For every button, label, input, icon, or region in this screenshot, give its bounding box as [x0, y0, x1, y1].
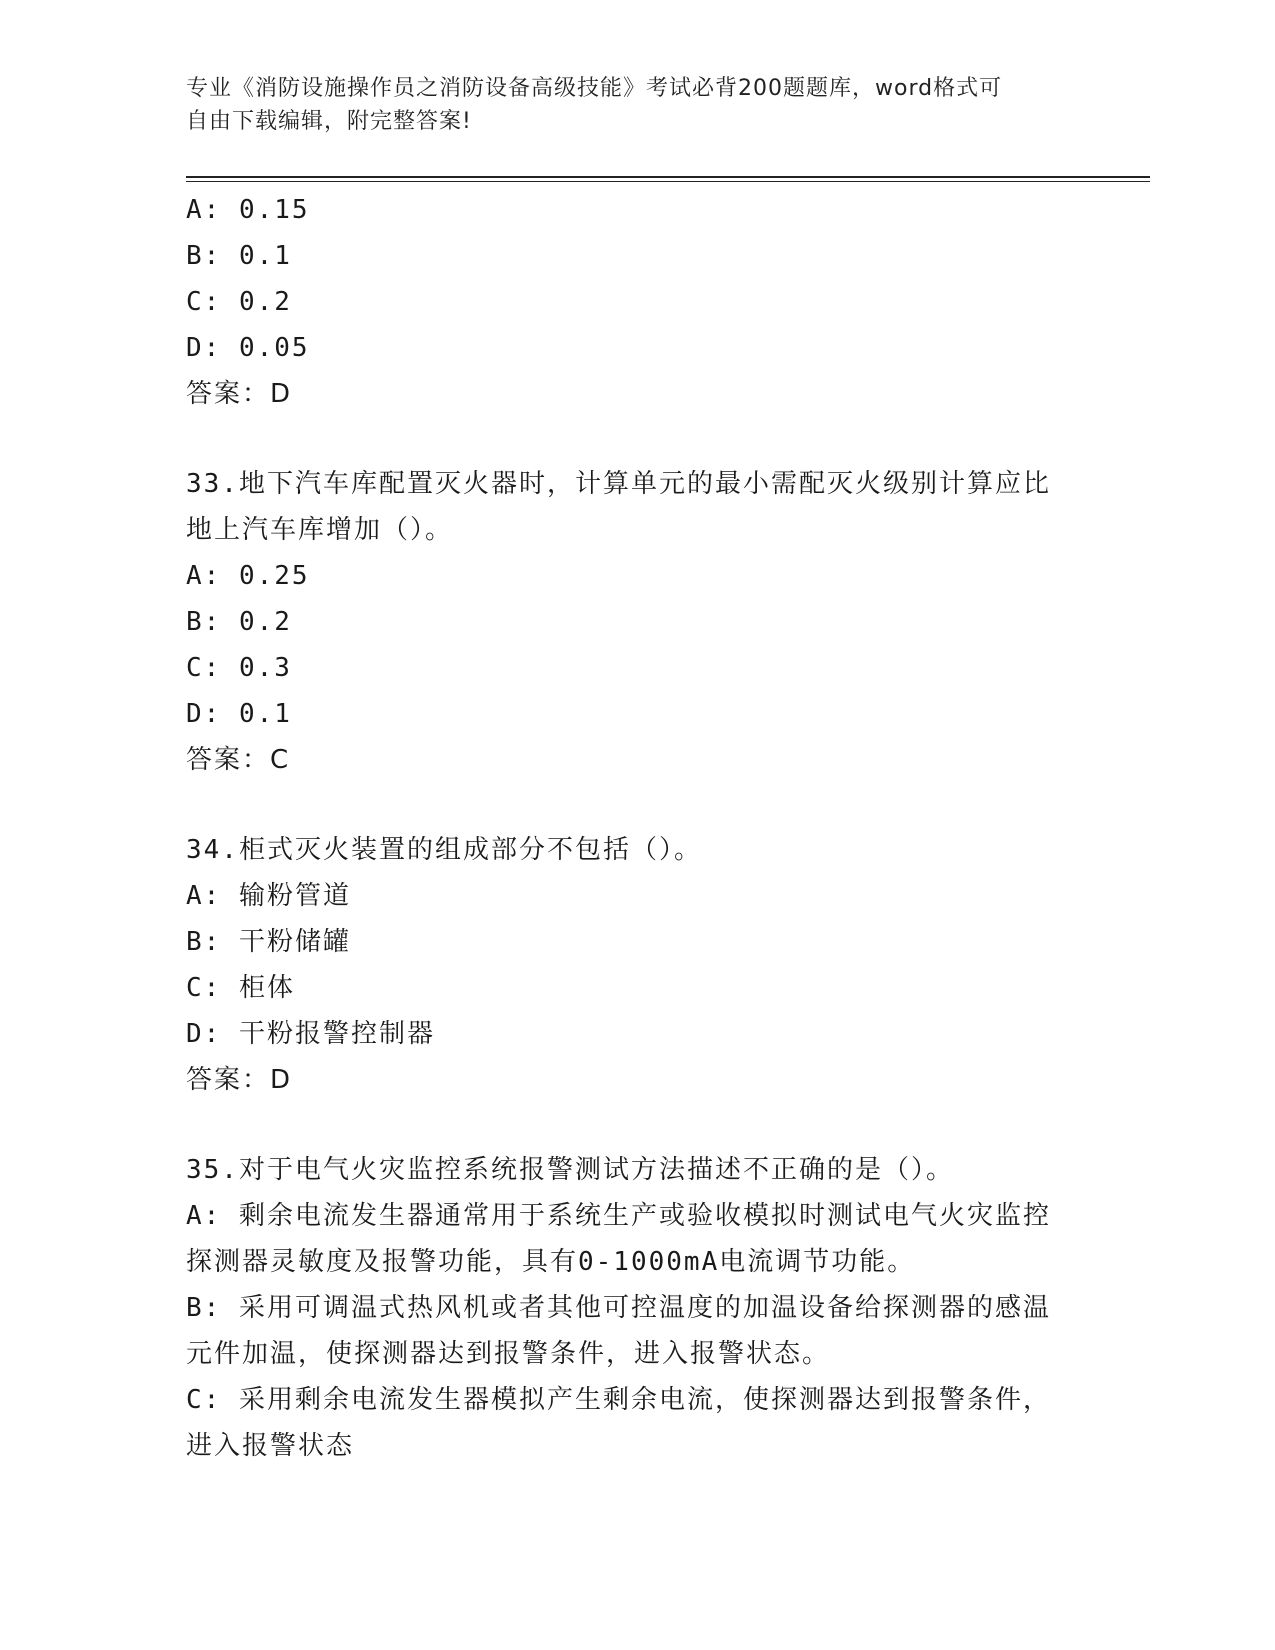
option-b-continued: 元件加温，使探测器达到报警条件，进入报警状态。: [186, 1339, 831, 1369]
option-a-continued: 探测器灵敏度及报警功能，具有0-1000mA电流调节功能。: [186, 1247, 916, 1277]
option-c-continued: 进入报警状态: [186, 1431, 355, 1461]
option-c: C: 0.3: [186, 653, 292, 683]
option-d: D: 0.05: [186, 333, 310, 363]
header-divider-thick: [186, 176, 1150, 178]
option-c: C: 0.2: [186, 287, 292, 317]
option-d: D: 干粉报警控制器: [186, 1019, 435, 1049]
page-header: [186, 72, 1086, 138]
question-block-35: [186, 1147, 1086, 1469]
option-b: B: 干粉储罐: [186, 927, 351, 957]
option-b: B: 采用可调温式热风机或者其他可控温度的加温设备给探测器的感温: [186, 1293, 1051, 1323]
header-title-line-2: 自由下载编辑，附完整答案!: [186, 109, 472, 134]
option-a: A: 0.25: [186, 561, 310, 591]
option-b: B: 0.1: [186, 241, 292, 271]
answer-line: 答案：C: [186, 745, 291, 775]
question-content: [186, 187, 1086, 1469]
answer-line: 答案：D: [186, 1065, 293, 1095]
header-divider-thin: [186, 181, 1150, 182]
answer-line: 答案：D: [186, 379, 293, 409]
header-title-line-1: 专业《消防设施操作员之消防设备高级技能》考试必背200题题库，word格式可: [186, 76, 1003, 101]
spacer: [186, 1103, 1086, 1147]
question-block-34: [186, 827, 1086, 1103]
question-block-33: [186, 461, 1086, 783]
question-block-32: [186, 187, 1086, 417]
option-c: C: 采用剩余电流发生器模拟产生剩余电流，使探测器达到报警条件，: [186, 1385, 1051, 1415]
question-stem: 34.柜式灭火装置的组成部分不包括（）。: [186, 835, 702, 865]
spacer: [186, 417, 1086, 461]
option-d: D: 0.1: [186, 699, 292, 729]
option-a: A: 0.15: [186, 195, 310, 225]
option-a: A: 剩余电流发生器通常用于系统生产或验收模拟时测试电气火灾监控: [186, 1201, 1051, 1231]
option-b: B: 0.2: [186, 607, 292, 637]
option-c: C: 柜体: [186, 973, 295, 1003]
spacer: [186, 783, 1086, 827]
option-a: A: 输粉管道: [186, 881, 351, 911]
question-stem: 35.对于电气火灾监控系统报警测试方法描述不正确的是（）。: [186, 1155, 954, 1185]
question-stem: 33.地下汽车库配置灭火器时，计算单元的最小需配灭火级别计算应比: [186, 469, 1051, 499]
question-stem: 地上汽车库增加（）。: [186, 515, 454, 545]
